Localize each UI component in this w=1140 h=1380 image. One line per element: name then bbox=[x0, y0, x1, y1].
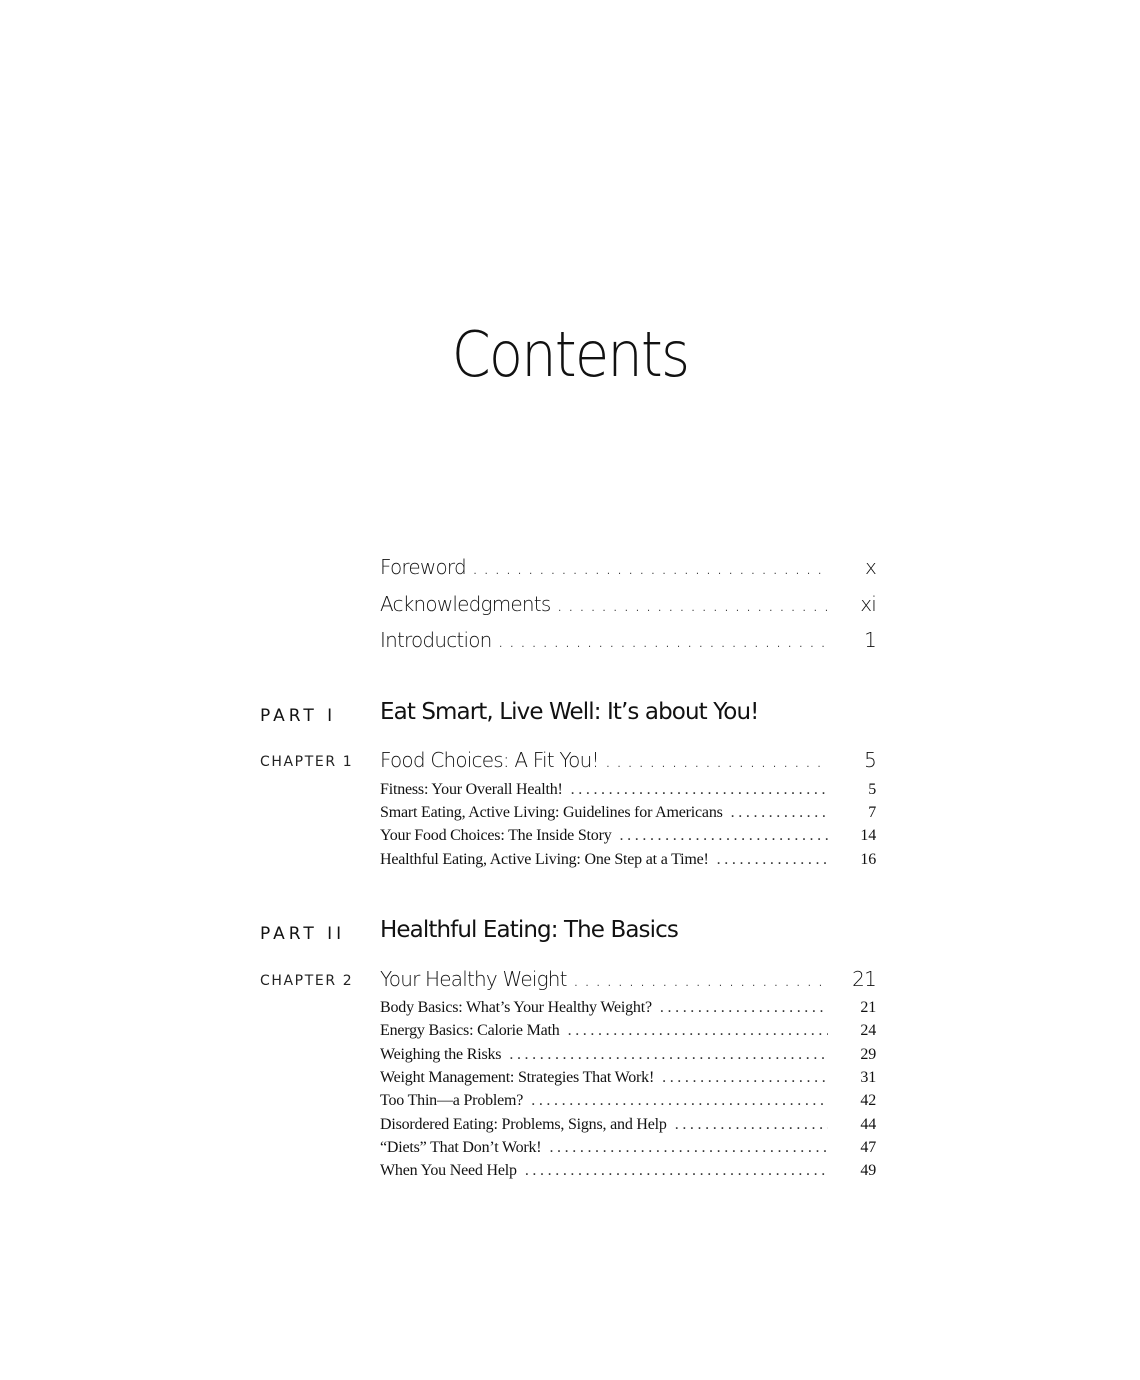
dot-leader bbox=[675, 1116, 828, 1134]
section-page: 16 bbox=[860, 851, 876, 868]
toc-entry-label: Acknowledgments bbox=[380, 592, 551, 616]
dot-leader bbox=[525, 1162, 828, 1180]
toc-section[interactable] bbox=[380, 1069, 876, 1091]
toc-entry-label: Introduction bbox=[380, 628, 492, 652]
toc-section[interactable] bbox=[380, 1139, 876, 1161]
toc-section[interactable] bbox=[380, 1162, 876, 1184]
section-page: 49 bbox=[860, 1162, 876, 1179]
chapter-page: 5 bbox=[864, 748, 876, 772]
toc-entry-page: xi bbox=[860, 592, 876, 616]
chapter-title: Your Healthy Weight bbox=[380, 967, 567, 991]
toc-entry-label: Foreword bbox=[380, 555, 466, 579]
dot-leader bbox=[660, 999, 828, 1017]
section-page: 47 bbox=[860, 1139, 876, 1156]
chapter-title: Food Choices: A Fit You! bbox=[380, 748, 599, 772]
chapter-page: 21 bbox=[852, 967, 876, 991]
section-page: 21 bbox=[860, 999, 876, 1016]
section-label: Energy Basics: Calorie Math bbox=[380, 1022, 560, 1039]
toc-section[interactable] bbox=[380, 827, 876, 849]
page-title: Contents bbox=[451, 318, 689, 391]
toc-entry-page: x bbox=[864, 555, 876, 579]
section-page: 24 bbox=[860, 1022, 876, 1039]
toc-chapter-1[interactable] bbox=[380, 748, 876, 776]
section-label: Fitness: Your Overall Health! bbox=[380, 781, 563, 798]
section-label: Healthful Eating, Active Living: One Step at a Time! bbox=[380, 851, 709, 868]
toc-entry-page: 1 bbox=[864, 628, 876, 652]
dot-leader bbox=[549, 1139, 828, 1157]
part-title[interactable]: Eat Smart, Live Well: It’s about You! bbox=[380, 699, 759, 725]
section-label: Disordered Eating: Problems, Signs, and Help bbox=[380, 1116, 667, 1133]
dot-leader bbox=[662, 1069, 828, 1087]
part-title[interactable]: Healthful Eating: The Basics bbox=[380, 917, 678, 943]
dot-leader bbox=[717, 851, 828, 869]
toc-section[interactable] bbox=[380, 851, 876, 873]
section-page: 31 bbox=[860, 1069, 876, 1086]
section-page: 14 bbox=[860, 827, 876, 844]
section-label: Body Basics: What’s Your Healthy Weight? bbox=[380, 999, 652, 1016]
section-label: Weighing the Risks bbox=[380, 1046, 502, 1063]
section-label: When You Need Help bbox=[380, 1162, 517, 1179]
dot-leader bbox=[531, 1092, 828, 1110]
dot-leader bbox=[620, 827, 828, 845]
chapter-label: CHAPTER 1 bbox=[260, 754, 354, 770]
dot-leader bbox=[556, 592, 828, 616]
toc-section[interactable] bbox=[380, 1116, 876, 1138]
toc-section[interactable] bbox=[380, 781, 876, 803]
section-page: 7 bbox=[868, 804, 876, 821]
dot-leader bbox=[571, 781, 828, 799]
toc-section[interactable] bbox=[380, 804, 876, 826]
dot-leader bbox=[731, 804, 828, 822]
part-label: PART I bbox=[260, 706, 337, 726]
section-label: Weight Management: Strategies That Work! bbox=[380, 1069, 655, 1086]
toc-chapter-2[interactable] bbox=[380, 967, 876, 995]
part-label: PART II bbox=[260, 924, 346, 944]
section-page: 44 bbox=[860, 1116, 876, 1133]
dot-leader bbox=[568, 1022, 828, 1040]
section-page: 42 bbox=[860, 1092, 876, 1109]
dot-leader bbox=[605, 748, 828, 772]
section-label: “Diets” That Don’t Work! bbox=[380, 1139, 542, 1156]
section-label: Too Thin—a Problem? bbox=[380, 1092, 524, 1109]
toc-entry-foreword[interactable] bbox=[380, 555, 876, 583]
section-label: Your Food Choices: The Inside Story bbox=[380, 827, 612, 844]
dot-leader bbox=[509, 1046, 828, 1064]
dot-leader bbox=[498, 628, 828, 652]
toc-entry-acknowledgments[interactable] bbox=[380, 592, 876, 620]
toc-section[interactable] bbox=[380, 999, 876, 1021]
section-page: 5 bbox=[868, 781, 876, 798]
toc-section[interactable] bbox=[380, 1092, 876, 1114]
toc-section[interactable] bbox=[380, 1022, 876, 1044]
section-label: Smart Eating, Active Living: Guidelines for Americans bbox=[380, 804, 723, 821]
section-page: 29 bbox=[860, 1046, 876, 1063]
toc-section[interactable] bbox=[380, 1046, 876, 1068]
toc-entry-introduction[interactable] bbox=[380, 628, 876, 656]
chapter-label: CHAPTER 2 bbox=[260, 973, 354, 989]
dot-leader bbox=[573, 967, 828, 991]
dot-leader bbox=[472, 555, 828, 579]
